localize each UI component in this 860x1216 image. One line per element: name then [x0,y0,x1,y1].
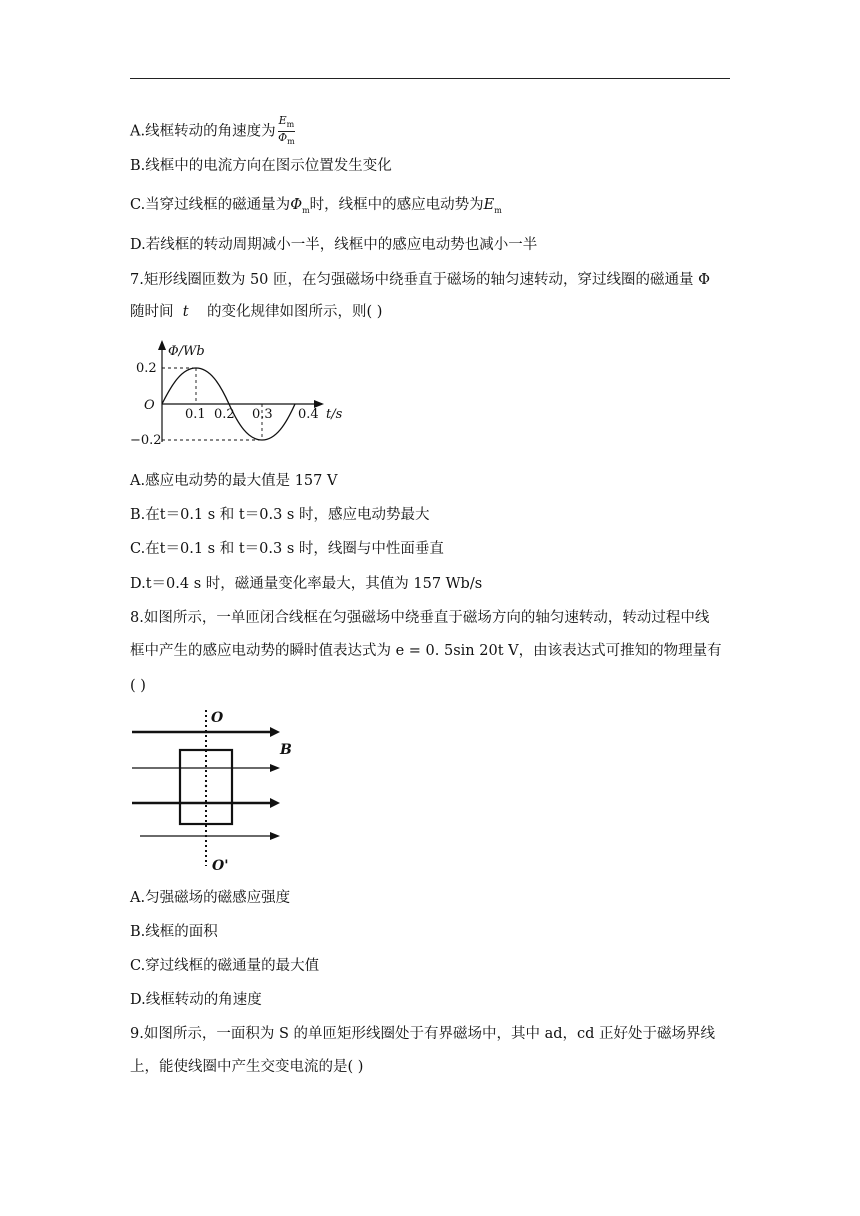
q8-stem-line2: 框中产生的感应电动势的瞬时值表达式为 e = 0. 5sin 20t V，由该表达式可推知的物理量有 [130,643,722,659]
q7-option-d: D.t＝0.4 s 时，磁通量变化率最大，其值为 157 Wb/s [130,576,483,592]
q8-stem-line1: 8.如图所示，一单匝闭合线框在匀强磁场中绕垂直于磁场方向的轴匀速转动，转动过程中线 [130,610,710,626]
omega-fraction: $\frac{E_m}{\Phi_m}$ [278,114,295,147]
q8-coil-figure [130,706,300,876]
q7-option-a: A.感应电动势的最大值是 157 V [130,473,338,489]
field-arrow-4 [270,832,280,840]
y-axis-arrow [158,340,166,350]
q6-option-c: C.当穿过线框的磁通量为$\Phi_m$时，线框中的感应电动势为$E_m$ [130,197,502,215]
axis-center-dot [205,785,207,787]
q7-option-b: B.在t＝0.1 s 和 t＝0.3 s 时，感应电动势最大 [130,507,430,523]
q8-stem-line3: ( ) [130,678,146,694]
x-tick-0.2: 0.2 [214,407,235,422]
x-tick-0.4: 0.4 [298,407,319,422]
q6-option-b: B.线框中的电流方向在图示位置发生变化 [130,158,392,174]
header-rule [130,78,730,79]
field-arrow-1 [270,727,280,737]
q7-option-c: C.在t＝0.1 s 和 t＝0.3 s 时，线圈与中性面垂直 [130,541,444,557]
x-tick-0.3: 0.3 [252,407,273,422]
q7-stem-line2: 随时间 t 的变化规律如图所示，则( ) [130,304,383,320]
axis-bottom-label: O' [212,858,229,874]
y-tick-max: 0.2 [136,361,157,376]
field-arrow-2 [270,764,280,772]
axis-top-label: O [211,710,224,726]
origin-label: O [144,398,155,413]
y-tick-min: −0.2 [130,433,162,448]
x-axis-label: t/s [326,407,343,422]
q6-option-a: A.线框转动的角速度为 $\frac{E_m}{\Phi_m}$ [130,114,295,147]
y-axis-label: Φ/Wb [168,344,205,359]
q8-option-c: C.穿过线框的磁通量的最大值 [130,958,320,974]
q8-option-a: A.匀强磁场的磁感应强度 [130,890,291,906]
q7-stem-line1: 7.矩形线圈匝数为 50 匝，在匀强磁场中绕垂直于磁场的轴匀速转动，穿过线圈的磁通量 Φ [130,272,710,288]
q9-stem-line1: 9.如图所示，一面积为 S 的单匝矩形线圈处于有界磁场中，其中 ad，cd 正好处于磁场界线 [130,1026,716,1042]
q9-stem-line2: 上，能使线圈中产生交变电流的是( ) [130,1059,364,1075]
q8-option-b: B.线框的面积 [130,924,218,940]
field-arrow-3 [270,798,280,808]
q8-option-d: D.线框转动的角速度 [130,992,262,1008]
q6-option-d: D.若线框的转动周期减小一半，线框中的感应电动势也减小一半 [130,237,538,253]
q7-flux-graph [128,338,368,450]
x-tick-0.1: 0.1 [185,407,206,422]
field-label: B [280,742,292,758]
